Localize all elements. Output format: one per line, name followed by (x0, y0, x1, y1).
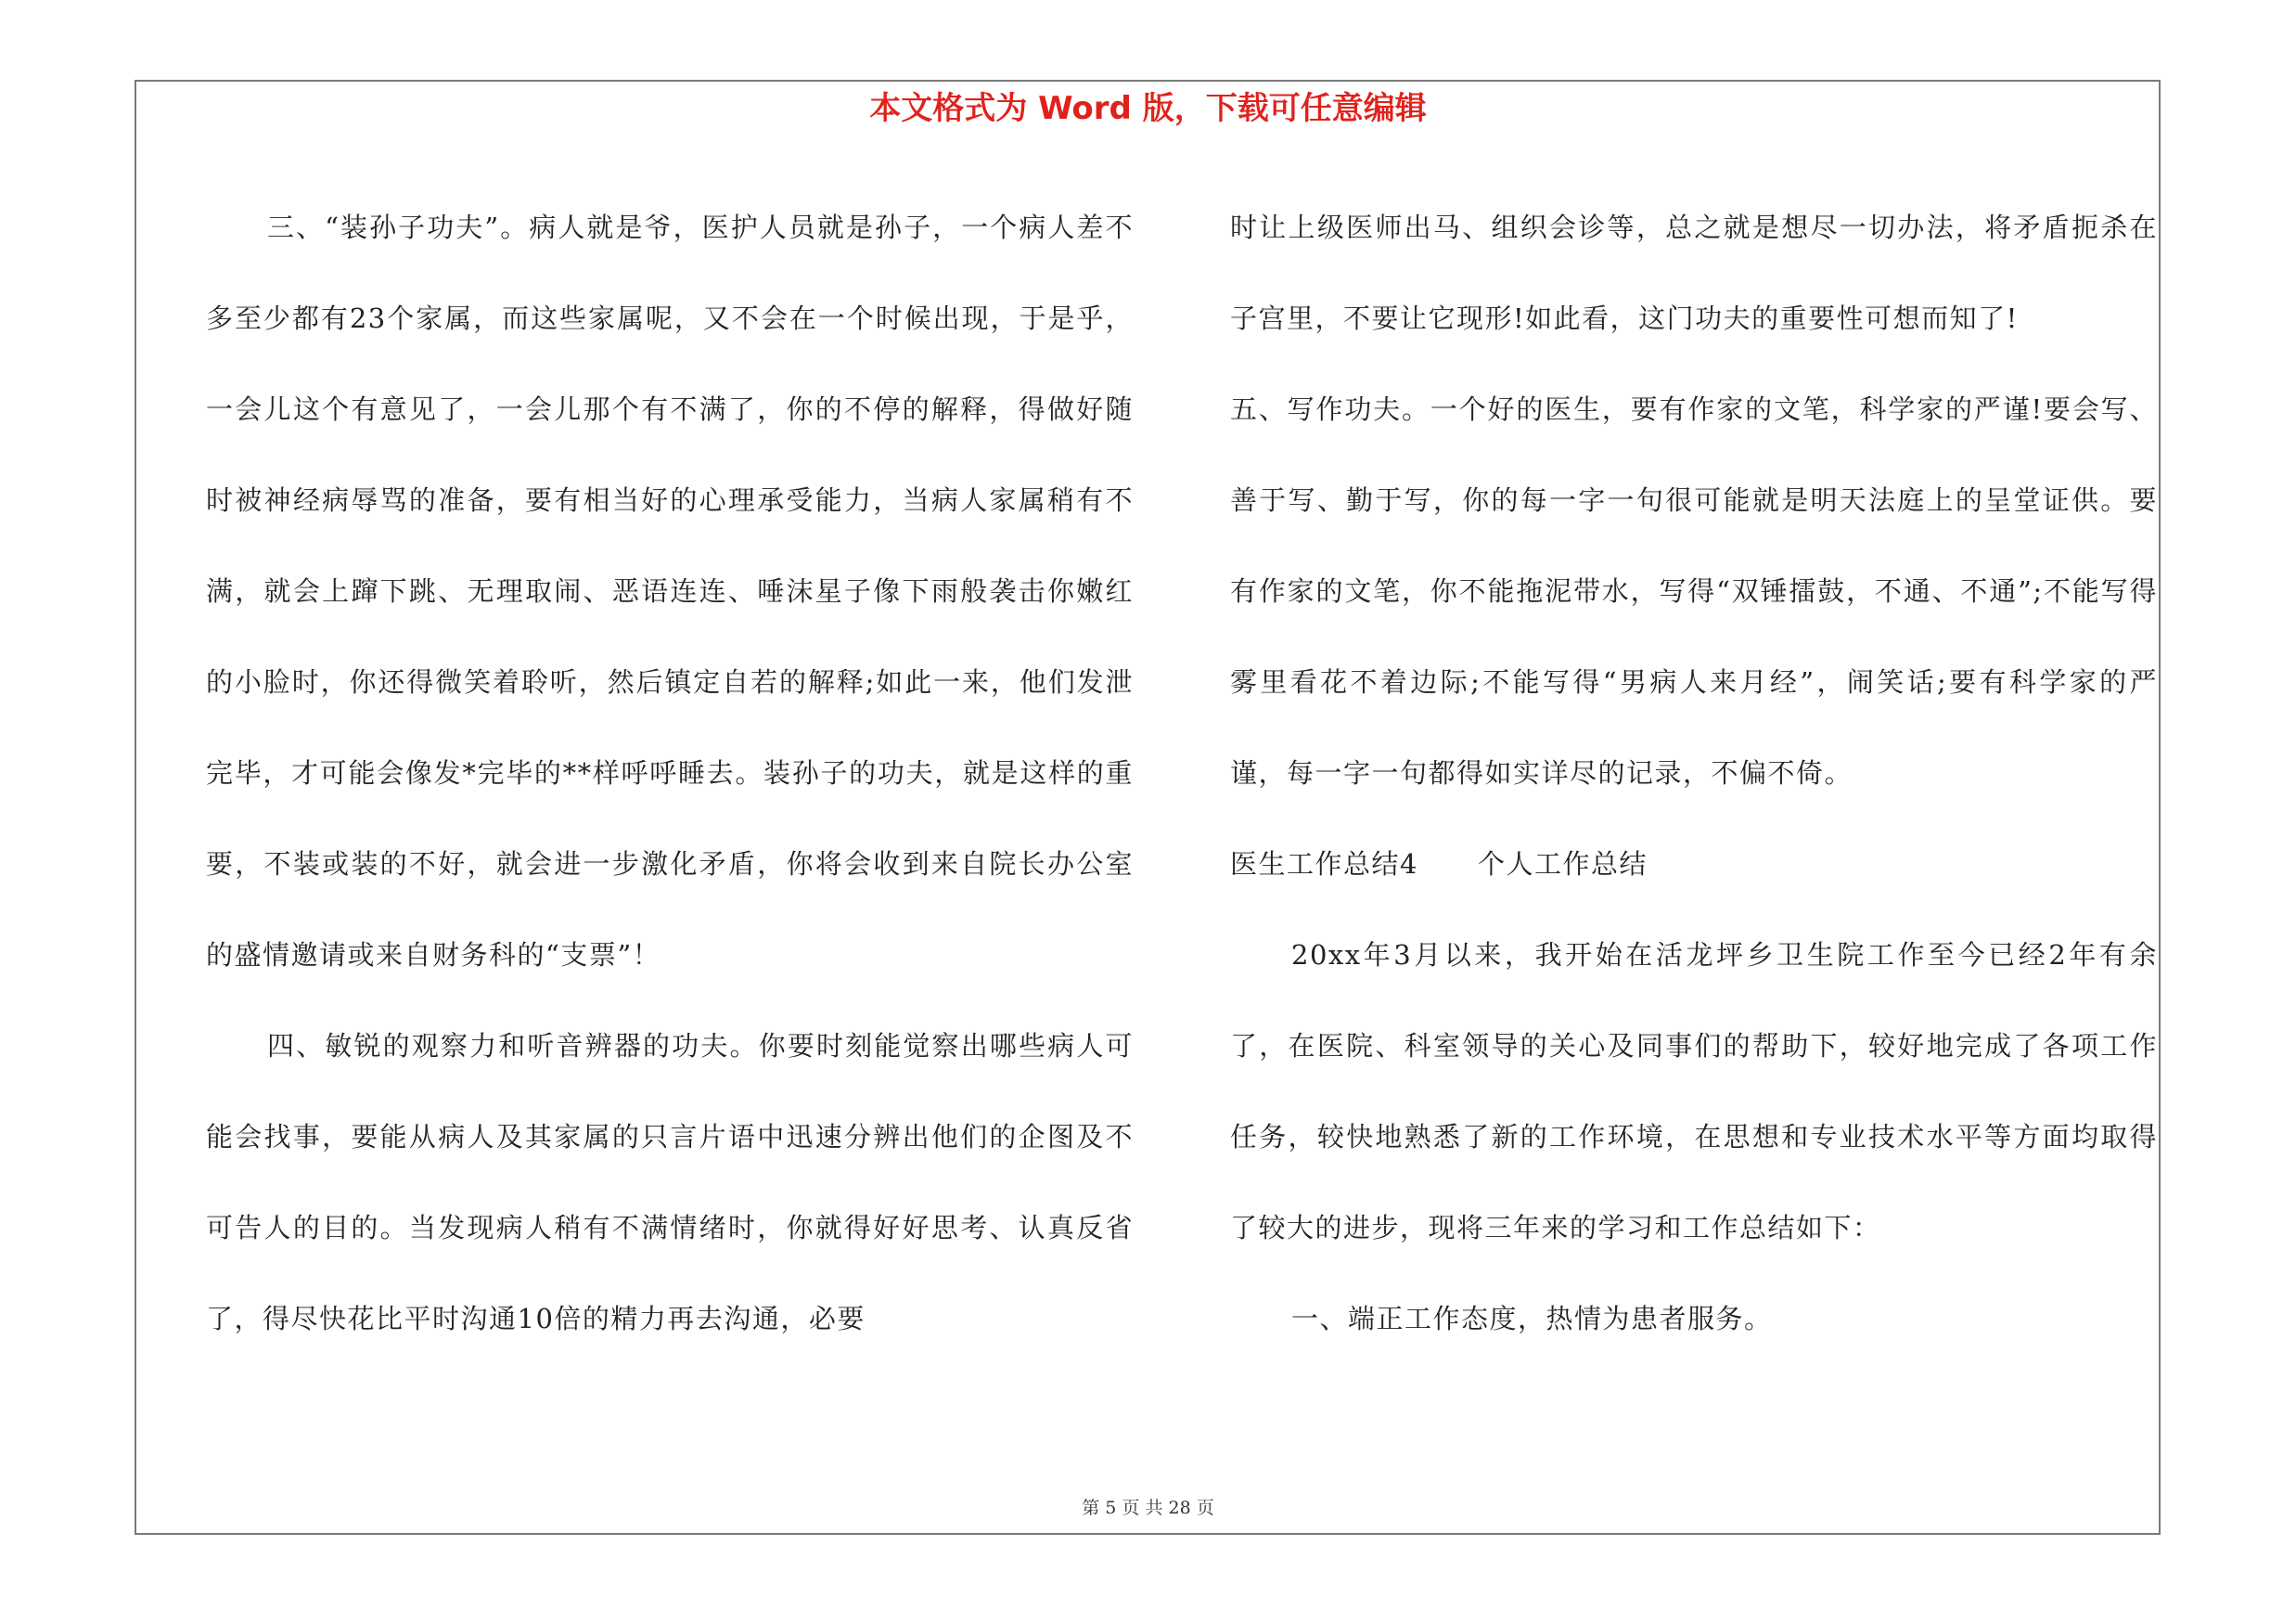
section-heading-row (1230, 818, 2158, 909)
section-heading: 医生工作总结4 (1230, 848, 1418, 880)
format-banner: 本文格式为 Word 版，下载可任意编辑 (869, 90, 1427, 127)
paragraph-three: 三、“装孙子功夫”。病人就是爷，医护人员就是孙子，一个病人差不多至少都有23个家属，而这些家属呢，又不会在一个时候出现，于是乎，一会儿这个有意见了，一会儿那个有不满了，你的不停的解释，得做好随时被神经病辱骂的准备，要有相当好的心理承受能力，当病人家属稍有不满，就会上蹿下跳、无理取闹、恶语连连、唾沫星子像下雨般袭击你嫩红的小脸时，你还得微笑着聆听，然后镇定自若的解释;如此一来，他们发泄完毕，才可能会像发*完毕的**样呼呼睡去。装孙子的功夫，就是这样的重要，不装或装的不好，就会进一步激化矛盾，你将会收到来自院长办公室的盛情邀请或来自财务科的“支票”！ (206, 212, 1134, 971)
paragraph-intro: 20xx年3月以来，我开始在活龙坪乡卫生院工作至今已经2年有余了，在医院、科室领导的关心及同事们的帮助下，较好地完成了各项工作任务，较快地熟悉了新的工作环境，在思想和专业技术水平等方面均取得了较大的进步，现将三年来的学习和工作总结如下： (1230, 939, 2158, 1243)
paragraph-point-one: 一、端正工作态度，热情为患者服务。 (1291, 1303, 1773, 1334)
section-subheading: 个人工作总结 (1477, 848, 1648, 880)
paragraph-continued: 时让上级医师出马、组织会诊等，总之就是想尽一切办法，将矛盾扼杀在子宫里，不要让它现形!如此看，这门功夫的重要性可想而知了! (1230, 212, 2158, 334)
paragraph-four: 四、敏锐的观察力和听音辨器的功夫。你要时刻能觉察出哪些病人可能会找事，要能从病人及其家属的只言片语中迅速分辨出他们的企图及不可告人的目的。当发现病人稍有不满情绪时，你就得好好思考、认真反省了，得尽快花比平时沟通10倍的精力再去沟通，必要 (206, 1030, 1134, 1334)
page-number-footer: 第 5 页 共 28 页 (1082, 1498, 1214, 1518)
paragraph-five: 五、写作功夫。一个好的医生，要有作家的文笔，科学家的严谨!要会写、善于写、勤于写，你的每一字一句很可能就是明天法庭上的呈堂证供。要有作家的文笔，你不能拖泥带水，写得“双锤擂鼓，不通、不通”;不能写得雾里看花不着边际;不能写得“男病人来月经”，闹笑话;要有科学家的严谨，每一字一句都得如实详尽的记录，不偏不倚。 (1230, 393, 2158, 789)
right-column (1230, 182, 2158, 1364)
left-column (206, 182, 1134, 1364)
